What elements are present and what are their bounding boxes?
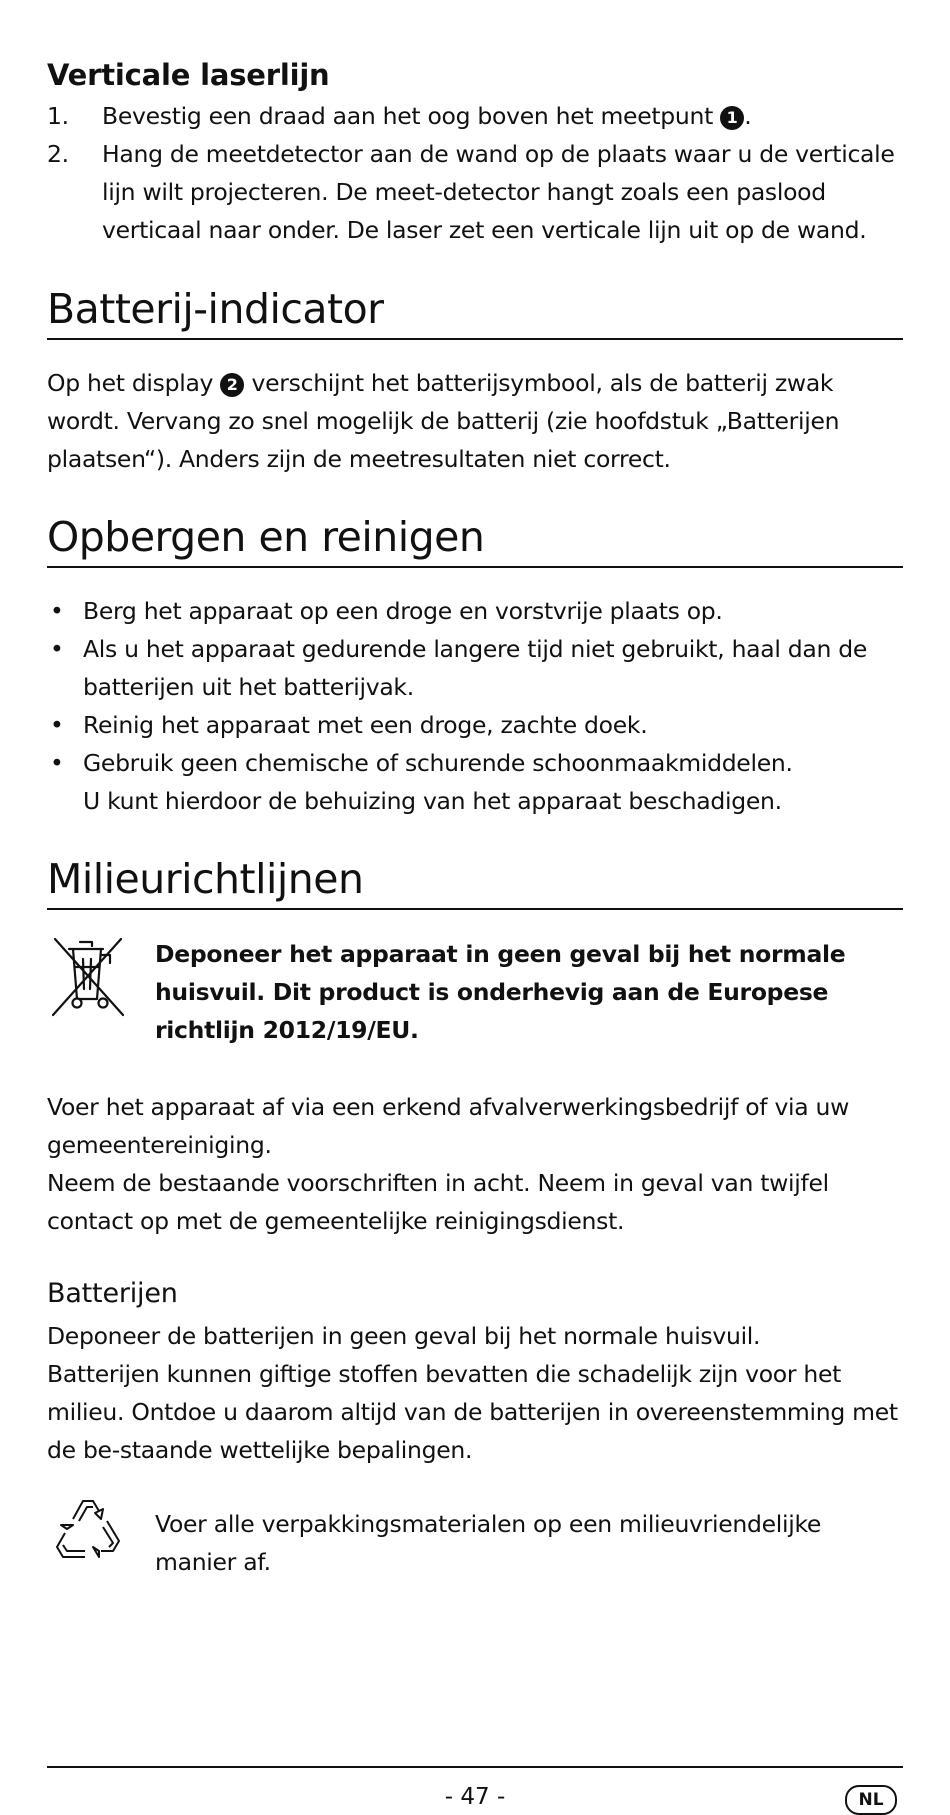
packaging-text: Voer alle verpakkingsmaterialen op een milieuvriendelijke manier af. — [155, 1510, 822, 1576]
section-title-environment: Milieurichtlijnen — [47, 854, 903, 910]
recycling-arrows-icon — [47, 1485, 129, 1567]
list-item: • Berg het apparaat op een droge en vorstvrije plaats op. — [47, 592, 903, 630]
numbered-steps-list — [47, 97, 903, 249]
list-item — [47, 744, 903, 820]
language-badge: NL — [845, 1785, 897, 1815]
battery-indicator-paragraph — [47, 364, 903, 478]
reference-number-badge: 1 — [720, 106, 744, 130]
storage-bullet-list — [47, 592, 903, 820]
subsection-heading-batteries: Batterijen — [47, 1278, 178, 1309]
footer-divider — [47, 1766, 903, 1768]
reference-number-badge: 2 — [220, 373, 244, 397]
disposal-text-2: Neem de bestaande voorschriften in acht. Neem in geval van twijfel contact op met de gemeentelijke reinigingsdienst. — [47, 1169, 829, 1235]
weee-notice-text: Deponeer het apparaat in geen geval bij het normale huisvuil. Dit product is onderhevig aan de Europese richtlijn 2012/19/EU. — [155, 940, 846, 1044]
batteries-text-1: Deponeer de batterijen in geen geval bij het normale huisvuil. — [47, 1322, 761, 1350]
section-title-battery-indicator: Batterij-indicator — [47, 284, 903, 340]
list-item-continuation: U kunt hierdoor de behuizing van het apparaat beschadigen. — [83, 787, 782, 815]
section-title-storage-cleaning: Opbergen en reinigen — [47, 512, 903, 568]
batteries-text-2: Batterijen kunnen giftige stoffen bevatten die schadelijk zijn voor het milieu. Ontdoe u daarom altijd van de batterijen in overeenstemming met de be-staande wettelijke bepalingen. — [47, 1360, 898, 1464]
step-text: Hang de meetdetector aan de wand op de plaats waar u de verticale lijn wilt projecteren. De meet-detector hangt zoals een paslood verticaal naar onder. De laser zet een verticale lijn uit op de wand. — [102, 140, 895, 244]
paragraph-text: Op het display — [47, 369, 221, 397]
disposal-text-1: Voer het apparaat af via een erkend afvalverwerkingsbedrijf of via uw gemeentereiniging. — [47, 1093, 850, 1159]
step-text-end: . — [744, 102, 752, 130]
list-item: • Als u het apparaat gedurende langere tijd niet gebruikt, haal dan de batterijen uit het batterijvak. — [47, 630, 903, 706]
paragraph-text-end: verschijnt het batterijsymbool, als de batterij zwak wordt. Vervang zo snel mogelijk de batterij (zie hoofdstuk „Batterijen plaatsen“). Anders zijn de meetresultaten niet correct. — [47, 369, 840, 473]
list-item — [47, 97, 903, 135]
step-number: 2. — [47, 140, 69, 168]
list-item: • Reinig het apparaat met een droge, zachte doek. — [47, 706, 903, 744]
crossed-out-wheelie-bin-icon — [47, 937, 127, 1023]
step-number: 1. — [47, 102, 69, 130]
list-item — [47, 135, 903, 249]
disposal-paragraph — [47, 1088, 903, 1240]
batteries-paragraph — [47, 1317, 903, 1469]
list-item-text: Gebruik geen chemische of schurende schoonmaakmiddelen. — [83, 749, 793, 777]
step-text: Bevestig een draad aan het oog boven het meetpunt — [102, 102, 721, 130]
subsection-heading-vertical-laser-line: Verticale laserlijn — [47, 58, 330, 92]
page-number: - 47 - — [444, 1784, 506, 1810]
